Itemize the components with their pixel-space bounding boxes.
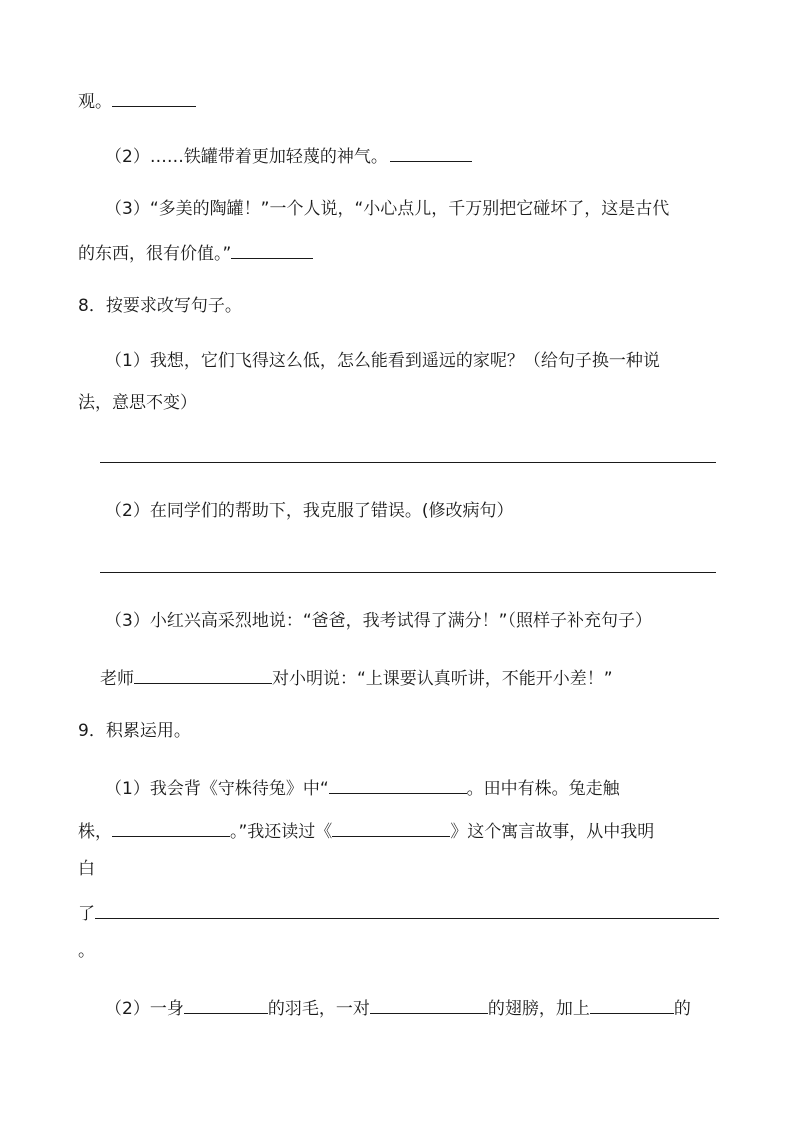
q7-item2: （2）……铁罐带着更加轻蔑的神气。 [105, 143, 472, 168]
answer-blank[interactable] [370, 995, 488, 1014]
q8-item1: （1）我想，它们飞得这么低，怎么能看到遥远的家呢？（给句子换一种说 [105, 351, 660, 371]
answer-blank[interactable] [134, 665, 272, 684]
answer-blank[interactable] [95, 900, 719, 919]
q8-item2: （2）在同学们的帮助下，我克服了错误。(修改病句） [105, 501, 514, 521]
answer-blank[interactable] [329, 775, 467, 794]
answer-blank[interactable] [184, 995, 268, 1014]
answer-blank[interactable] [231, 240, 313, 259]
q8-item1-cont: 法，意思不变） [78, 393, 197, 413]
answer-line[interactable] [100, 572, 716, 573]
q9-item1-line5: 。 [78, 941, 95, 961]
q9-item1-line3: 白 [78, 859, 95, 879]
q8-item3: （3）小红兴高采烈地说：“爸爸，我考试得了满分！”（照样子补充句子） [105, 611, 652, 631]
answer-blank[interactable] [332, 818, 450, 837]
q9-item1-line4: 了 [78, 900, 719, 925]
q9-item1: （1）我会背《守株待兔》中“ 。田中有株。兔走触 [105, 775, 620, 800]
q8-item3-fill: 老师 对小明说：“上课要认真听讲，不能开小差！” [100, 665, 613, 690]
answer-blank[interactable] [112, 88, 196, 107]
q7-item3: （3）“多美的陶罐！”一个人说，“小心点儿，千万别把它碰坏了，这是古代 [105, 199, 670, 219]
q9-item1-line2: 株， 。”我还读过《 》这个寓言故事，从中我明 [78, 818, 654, 843]
answer-blank[interactable] [590, 995, 674, 1014]
answer-line[interactable] [100, 462, 716, 463]
answer-blank[interactable] [112, 818, 230, 837]
answer-blank[interactable] [390, 143, 472, 162]
q9-item2: （2）一身 的羽毛，一对 的翅膀，加上 的 [105, 995, 691, 1020]
q7-item3-cont: 的东西，很有价值。” [78, 240, 313, 265]
q9-heading: 9．积累运用。 [78, 721, 191, 741]
q8-heading: 8．按要求改写句子。 [78, 296, 242, 316]
q7-line0: 观。 [78, 88, 196, 113]
